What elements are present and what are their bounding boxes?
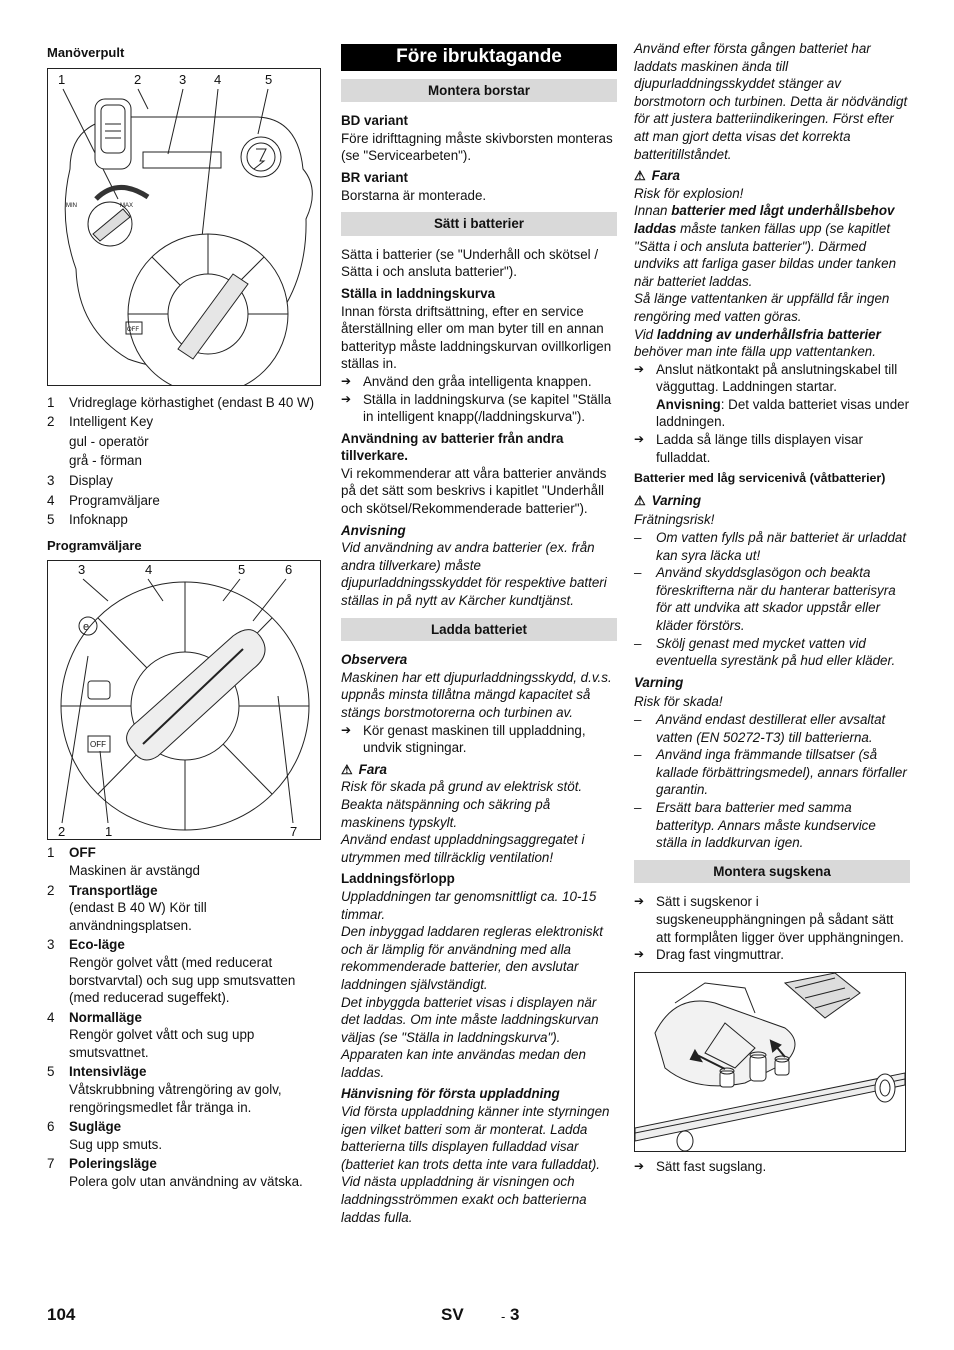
squeegee-drawing (635, 973, 905, 1151)
paragraph: Sätta i batterier (se "Underhåll och skötsel / Sätta i och ansluta batterier"). (341, 246, 599, 280)
warning-icon: ⚠ (634, 492, 646, 508)
instruction-item: ➔ Kör genast maskinen till uppladdning, undvik stigningar. (341, 722, 586, 756)
subsection-header: Montera sugskena (634, 860, 910, 884)
paragraph: Före idrifttagning måste skivborsten monteras (se "Servicearbeten"). (341, 130, 613, 164)
instruction-item: ➔ Sätt i sugskenor i sugskeneupphängningen på sådant sätt att formplåten ligger över upphängningen. (634, 894, 904, 945)
arrow-icon: ➔ (634, 432, 645, 447)
instruction-item: ➔ Anslut nätkontakt på anslutningskabel till vägguttag. Laddningen startar. (634, 361, 898, 395)
paragraph: Så länge vattentanken är uppfälld får ingen rengöring med vatten göras. (634, 291, 890, 324)
figure-program-selector (47, 560, 321, 840)
subsection-header: Ladda batteriet (341, 618, 617, 642)
legend-item: grå - förman (69, 453, 142, 469)
heading-control-panel: Manöverpult (47, 45, 125, 60)
legend-item: 7 Poleringsläge Polera golv utan användning av vätska. (47, 1156, 303, 1190)
paragraph: Risk för explosion! (634, 185, 744, 201)
warning-icon: ⚠ (341, 761, 353, 777)
paragraph: Frätningsrisk! (634, 512, 715, 528)
fig1-label-2: 2 (134, 71, 142, 87)
legend-item: 3 Eco-läge Rengör golvet vått (med reducerat borstvarvtal) och sug upp smutsvatten (med reducerad sugeffekt). (47, 937, 296, 1006)
paragraph: Vid första uppladdning känner inte styrningen igen vilket batteri som är monterat. Ladda batterierna tills displayen fulladdad visar (batteriet kan trots detta inte vara fulladdat). Vid nästa uppladdning är visningen och laddningsströmmen exakt och batterierna laddas fulla. (341, 1104, 610, 1225)
paragraph: Innan batterier med lågt underhållsbehov laddas måste tanken fällas upp (se kapitlet "Sätta i och ansluta batterier"). Därmed undviks att farliga gaser bildas under tanken när batteriet laddas. (634, 203, 897, 289)
fig1-label-1: 1 (58, 71, 66, 87)
note-heading: Observera (341, 652, 408, 668)
legend-item: 5 Intensivläge Våtskrubbning våtrengöring av golv, rengöringsmedlet får tränga in. (47, 1064, 282, 1115)
program-selector-drawing (48, 561, 320, 839)
figure-squeegee (634, 972, 906, 1152)
subheading: Ställa in laddningskurva (341, 285, 496, 301)
instruction-item: ➔ Sätt fast sugslang. (634, 1158, 767, 1174)
arrow-icon: ➔ (634, 894, 645, 909)
fig1-max: MAX (120, 202, 134, 209)
paragraph: Vid laddning av underhållsfria batterier behöver man inte fälla upp vattentanken. (634, 326, 881, 360)
fig2-label-6: 6 (285, 562, 293, 578)
paragraph: Risk för skada! (634, 694, 723, 710)
note-heading: Hänvisning för första uppladdning (341, 1086, 560, 1102)
legend-item: 5 Infoknapp (47, 512, 128, 528)
fig1-label-5: 5 (265, 71, 273, 87)
legend-item: 6 Sugläge Sug upp smuts. (47, 1119, 163, 1152)
subsection-header: Montera borstar (341, 79, 617, 103)
arrow-icon: ➔ (341, 391, 352, 406)
fig2-label-4: 4 (145, 562, 153, 578)
instruction-item: ➔ Använd den gråa intelligenta knappen. (341, 373, 592, 389)
instruction-item: ➔ Drag fast vingmuttrar. (634, 947, 785, 963)
section-page-number: 3 (510, 1305, 520, 1324)
dash-item: – Skölj genast med mycket vatten vid eventuella syrestänk på hud eller kläder. (634, 635, 896, 669)
warning-heading: Varning (634, 674, 684, 690)
fig2-label-1: 1 (105, 824, 113, 840)
eco-icon: e (83, 621, 90, 634)
dash-item: – Använd endast destillerat eller avsaltat vatten (EN 50272-T3) till batterierna. (634, 711, 886, 745)
paragraph: Det inbyggda batteriet visas i displayen när det laddas. Om inte måste laddningskurvan väljas (se "Ställa in laddningskurva"). Apparaten kan inte användas medan den laddas. (341, 994, 599, 1080)
legend-program-selector (47, 844, 322, 1190)
fig1-label-4: 4 (214, 71, 222, 87)
subheading: BD variant (341, 113, 408, 129)
paragraph: Använd efter första gången batteriet har laddats maskinen ända till djupurladdningsskyddet stänger av borstmotorn och turbinen. Detta är nödvändigt för att justera batteriindikeringen. Först efter att man gjort detta visas det korrekta batteritillståndet. (634, 41, 908, 162)
paragraph: Uppladdningen tar genomsnittligt ca. 10-15 timmar. (341, 888, 597, 922)
instruction-item: ➔ Ställa in laddningskurva (se kapitel "Ställa in intelligent knapp(/laddningskurva"). (341, 391, 612, 425)
fig1-off: OFF (127, 326, 139, 333)
fig2-label-7: 7 (290, 824, 298, 840)
arrow-icon: ➔ (634, 1158, 645, 1173)
column-middle (341, 40, 617, 1226)
legend-control-panel (47, 394, 322, 529)
legend-item: 4 Normalläge Rengör golvet vått och sug upp smutsvattnet. (47, 1009, 255, 1060)
subheading: Användning av batterier från andra tillverkare. (341, 430, 564, 464)
control-panel-drawing (48, 69, 320, 385)
danger-heading: ⚠ Fara (341, 761, 387, 777)
warning-icon: ⚠ (634, 168, 646, 184)
paragraph: Använd endast uppladdningsaggregatet i utrymmen med tillräcklig ventilation! (341, 832, 585, 865)
dash-item: – Ersätt bara batterier med samma batterityp. Annars måste kundservice ställa in laddkurvan igen. (634, 799, 876, 851)
paragraph: Vid användning av andra batterier (ex. från andra tillverkare) måste djupurladdningsskyddet för respektive batteri ställas in på nytt av Kärcher kundtjänst. (341, 540, 607, 609)
warning-heading: ⚠ Varning (634, 492, 702, 508)
subsection-header: Sätt i batterier (341, 212, 617, 236)
page-number: 104 (47, 1305, 76, 1324)
legend-item: 2 Transportläge (endast B 40 W) Kör till användningsplatsen. (47, 882, 207, 933)
paragraph: Innan första driftsättning, efter en service återställning eller om man byter till en annan batterityp måste laddningskurvan ovillkorligen ställas in. (341, 303, 612, 372)
subheading: Laddningsförlopp (341, 871, 455, 887)
subheading: Batterier med låg servicenivå (våtbatterier) (634, 471, 886, 486)
note-item: Anvisning: Det valda batteriet visas under laddningen. (656, 396, 910, 430)
fig2-label-5: 5 (238, 562, 246, 578)
legend-item: 2 Intelligent Key (47, 414, 154, 430)
fig2-off: OFF (90, 740, 106, 750)
figure-control-panel (47, 68, 321, 386)
paragraph: Risk för skada på grund av elektrisk stöt. Beakta nätspänning och säkring på maskinens typskylt. (341, 779, 583, 830)
fig2-label-3: 3 (78, 562, 86, 578)
fig2-label-2: 2 (58, 824, 66, 840)
instruction-item: ➔ Ladda så länge tills displayen visar fulladdat. (634, 432, 863, 465)
note-heading: Anvisning (341, 522, 406, 538)
arrow-icon: ➔ (634, 947, 645, 962)
paragraph: Maskinen har ett djupurladdningsskydd, d.v.s. uppnås minsta tillåtna mängd kapacitet så stängs borstmotorerna och turbinen av. (341, 669, 612, 720)
arrow-icon: ➔ (634, 361, 645, 376)
column-left (47, 40, 322, 1191)
paragraph: Vi rekommenderar att våra batterier används på det sätt som beskrivs i kapitlet "Underhåll och skötsel/Rekommenderade batterier"). (341, 465, 607, 517)
legend-item: 4 Programväljare (47, 492, 160, 508)
footer-separator: - (501, 1309, 506, 1324)
danger-heading: ⚠ Fara (634, 168, 680, 184)
subheading: BR variant (341, 169, 408, 185)
heading-program-selector: Programväljare (47, 537, 142, 553)
arrow-icon: ➔ (341, 722, 352, 737)
paragraph: Borstarna är monterade. (341, 187, 487, 203)
legend-item: gul - operatör (69, 433, 149, 449)
paragraph: Den inbyggad laddaren regleras elektroniskt och är lämplig för användning med alla rekommenderade batterier, den avslutar laddningen självständigt. (341, 924, 604, 992)
section-title: Före ibruktagande (341, 44, 617, 71)
dash-item: – Använd skyddsglasögon och beakta föreskrifterna när du hanterar batterisyra för att undvika att skador uppstår eller kläder förstörs. (634, 565, 896, 633)
column-right (634, 40, 910, 1175)
dash-item: – Använd inga främmande tillsatser (så kallade förbättringsmedel), annars förfaller garantin. (634, 747, 907, 798)
language-code: SV (441, 1305, 464, 1324)
legend-item: 1 Vridreglage körhastighet (endast B 40 W) (47, 394, 315, 410)
fig1-min: MIN (66, 202, 77, 209)
legend-item: 1 OFF Maskinen är avstängd (47, 845, 201, 878)
legend-item: 3 Display (47, 472, 113, 488)
arrow-icon: ➔ (341, 373, 352, 388)
dash-item: – Om vatten fylls på när batteriet är urladdat kan syra läcka ut! (634, 530, 907, 563)
fig1-label-3: 3 (179, 71, 187, 87)
